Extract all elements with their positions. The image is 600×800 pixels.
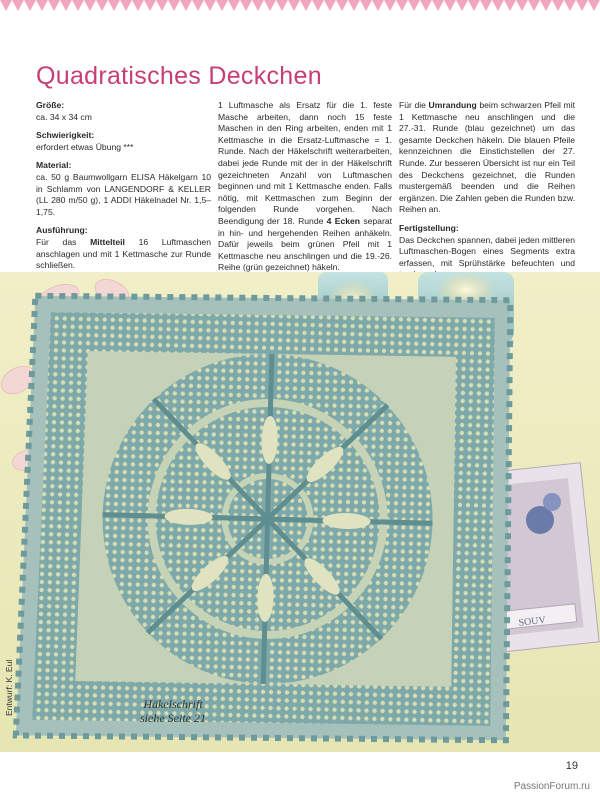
doily-photo bbox=[0, 272, 600, 752]
difficulty-value: erfordert etwas Übung *** bbox=[36, 141, 134, 152]
page-title: Quadratisches Deckchen bbox=[36, 62, 322, 90]
execution-bold: Mittelteil bbox=[90, 236, 125, 247]
crochet-doily bbox=[16, 288, 518, 749]
column-1 bbox=[36, 100, 211, 279]
size-label: Größe: bbox=[36, 100, 65, 110]
design-credit: Entwurf: K. Eul bbox=[4, 659, 14, 716]
execution-lead: Für das bbox=[36, 236, 91, 247]
size-section bbox=[36, 100, 211, 123]
col2-text-a: 1 Luftmasche als Ersatz für die 1. feste Masche arbeiten, dann noch 15 feste Maschen in den Ring arbeiten, enden mit 1 Kettmasche in die Ersatz-Luftmasche = 1. Runde. Nach der Häkelschrift weiterarbeiten, dabei jede Runde mit der in der Häkelschrift gezeichneten Anzahl von Luftmaschen beginnen und mit 1 Kettmasche enden. Falls nötig, mit Kettmaschen zum Beginn der folgenden Runde vorgehen. Nach Beendigung der 18. Runde bbox=[218, 100, 392, 226]
column-2 bbox=[218, 100, 392, 274]
pink-zigzag-border bbox=[0, 0, 600, 16]
instruction-columns bbox=[36, 100, 576, 273]
page-number: 19 bbox=[565, 760, 578, 772]
material-value: ca. 50 g Baumwollgarn ELISA Häkelgarn 10 in Schlamm von LANGENDORF & KELLER (LL 280 m/50 g), 1 ADDI Häkelnadel Nr. 1,5–1,75. bbox=[36, 171, 211, 217]
col2-text-b: separat in hin- und hergehenden Reihen anhäkeln. Dafür jeweils beim grünen Pfeil mit 1 Kettmasche neu anschlingen und die 19.-26. Reihe (grün gezeichnet) häkeln. bbox=[218, 215, 392, 273]
border-section bbox=[399, 100, 575, 216]
border-text: beim schwarzen Pfeil mit 1 Kettmasche neu anschlingen und die 27.-31. Runde (blau gezeichnet) um das gesamte Deckchen häkeln. Die blauen Pfeile kennzeichnen die Einstichstellen der 27. Runde. Zur besseren Übersicht ist nur ein Teil des Deckchens gezeichnet, die Runden mustergemäß beenden und die Reihen ergänzen. Die Zahlen geben die Runden bzw. Reihen an. bbox=[399, 100, 575, 215]
difficulty-label: Schwierigkeit: bbox=[36, 130, 95, 141]
chart-reference bbox=[118, 697, 228, 725]
material-section bbox=[36, 160, 211, 218]
watermark: PassionForum.ru bbox=[513, 781, 590, 792]
material-label: Material: bbox=[36, 160, 72, 171]
execution-section bbox=[36, 225, 211, 271]
column-3 bbox=[399, 100, 575, 288]
execution-text: 16 Luftmaschen anschlagen und mit 1 Kettmasche zur Runde schließen. bbox=[36, 236, 211, 271]
finishing-label: Fertigstellung: bbox=[399, 222, 459, 233]
finishing-text: Das Deckchen spannen, dabei jeden mittleren Luftmaschen-Bogen eines Segments extra erfassen, mit Sprühstärke befeuchten und bbox=[399, 234, 575, 268]
doily-illustration bbox=[0, 272, 600, 752]
card-text: SOUV bbox=[517, 614, 547, 629]
size-value: ca. 34 x 34 cm bbox=[36, 111, 92, 122]
border-bold: Umrandung bbox=[428, 100, 477, 110]
chart-reference-line-2: siehe Seite 21 bbox=[140, 711, 206, 725]
col2-bold: 4 Ecken bbox=[326, 215, 361, 226]
difficulty-section bbox=[36, 130, 211, 153]
border-lead: Für die bbox=[399, 100, 429, 110]
chart-reference-line-1: Häkelschrift bbox=[143, 697, 203, 711]
execution-label: Ausführung: bbox=[36, 225, 88, 236]
